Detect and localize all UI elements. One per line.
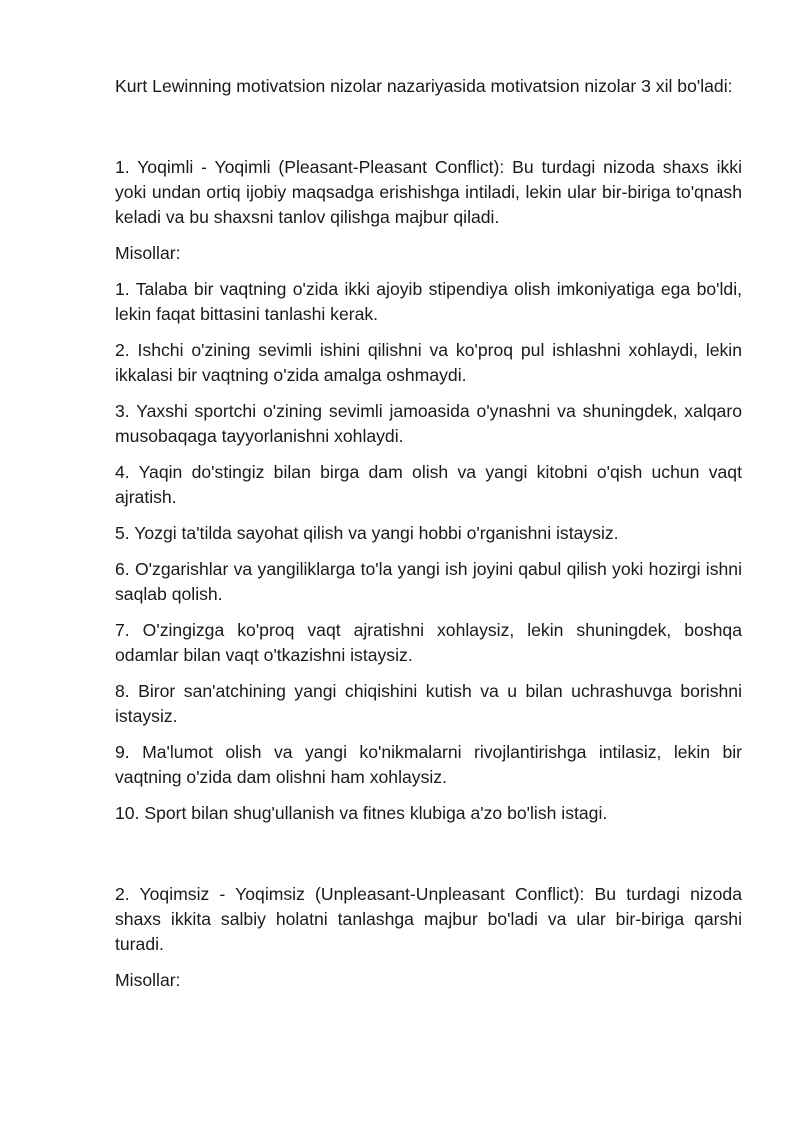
example-item: 8. Biror san'atchining yangi chiqishini kutish va u bilan uchrashuvga borishni istaysiz.	[115, 681, 742, 726]
section-1-heading: 1. Yoqimli - Yoqimli (Pleasant-Pleasant Conflict): Bu turdagi nizoda shaxs ikki yoki undan ortiq ijobiy maqsadga erishishga intiladi, lekin ular bir-biriga to'qnash keladi va bu shaxsni tanlov qilishga majbur qiladi.	[115, 157, 742, 227]
intro-paragraph: Kurt Lewinning motivatsion nizolar nazariyasida motivatsion nizolar 3 xil bo'ladi:	[115, 76, 733, 96]
example-item: 2. Ishchi o'zining sevimli ishini qilishni va ko'proq pul ishlashni xohlaydi, lekin ikkalasi bir vaqtning o'zida amalga oshmaydi.	[115, 340, 742, 385]
example-item: 10. Sport bilan shug'ullanish va fitnes klubiga a'zo bo'lish istagi.	[115, 803, 608, 823]
example-item: 1. Talaba bir vaqtning o'zida ikki ajoyib stipendiya olish imkoniyatiga ega bo'ldi, lekin faqat bittasini tanlashi kerak.	[115, 279, 742, 324]
section-1-examples-list	[115, 277, 742, 826]
example-item: 3. Yaxshi sportchi o'zining sevimli jamoasida o'ynashni va shuningdek, xalqaro musobaqaga tayyorlanishni xohlaydi.	[115, 401, 742, 446]
section-2-heading: 2. Yoqimsiz - Yoqimsiz (Unpleasant-Unpleasant Conflict): Bu turdagi nizoda shaxs ikkita salbiy holatni tanlashga majbur bo'ladi va ular bir-biriga qarshi turadi.	[115, 884, 742, 954]
example-item: 5. Yozgi ta'tilda sayohat qilish va yangi hobbi o'rganishni istaysiz.	[115, 523, 619, 543]
section-1-examples-label: Misollar:	[115, 243, 181, 263]
example-item: 4. Yaqin do'stingiz bilan birga dam olish va yangi kitobni o'qish uchun vaqt ajratish.	[115, 462, 742, 507]
example-item: 6. O'zgarishlar va yangiliklarga to'la yangi ish joyini qabul qilish yoki hozirgi ishni saqlab qolish.	[115, 559, 742, 604]
example-item: 7. O'zingizga ko'proq vaqt ajratishni xohlaysiz, lekin shuningdek, boshqa odamlar bilan vaqt o'tkazishni istaysiz.	[115, 620, 742, 665]
example-item: 9. Ma'lumot olish va yangi ko'nikmalarni rivojlantirishga intilasiz, lekin bir vaqtning o'zida dam olishni ham xohlaysiz.	[115, 742, 742, 787]
section-2-examples-label: Misollar:	[115, 970, 181, 990]
